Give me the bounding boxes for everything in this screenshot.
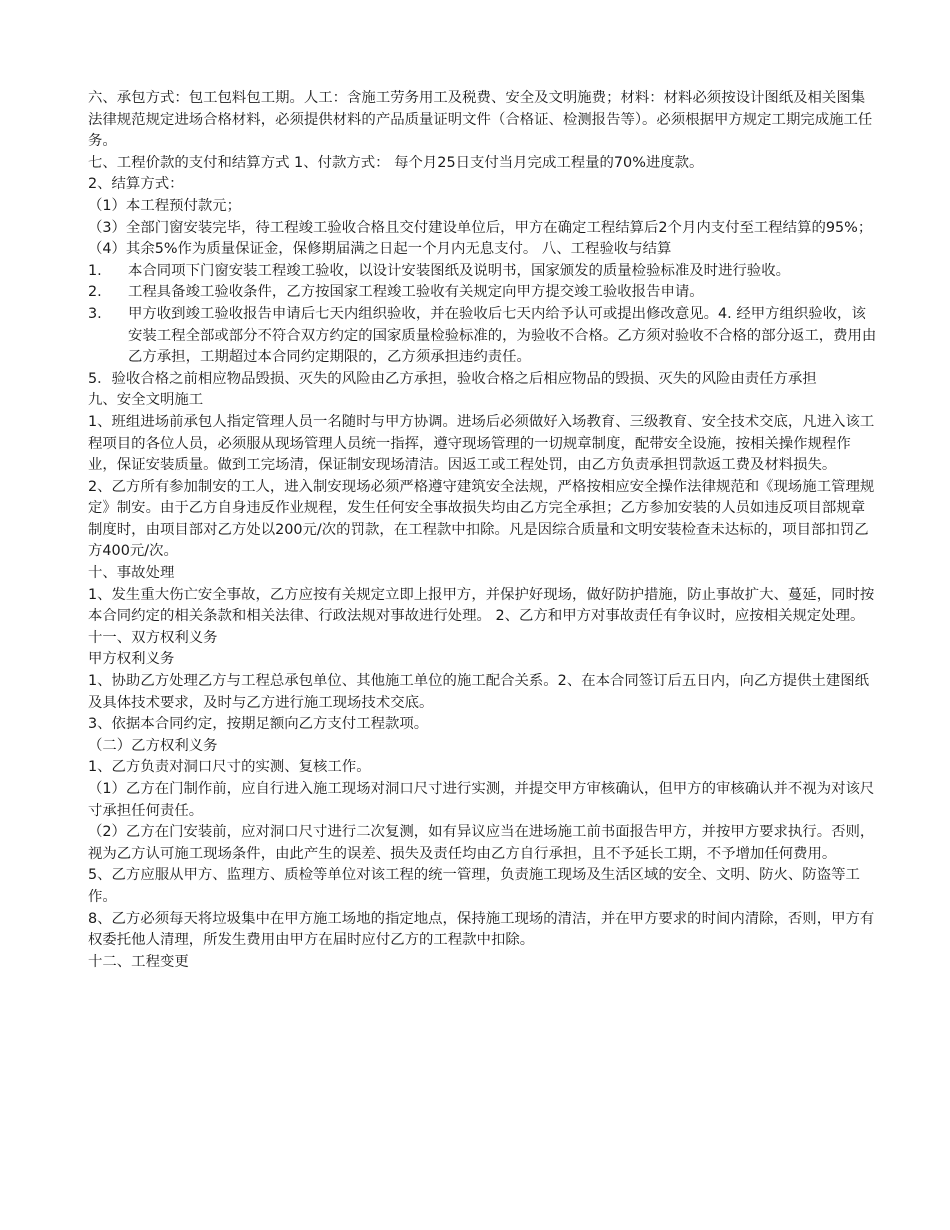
party-a-heading: 甲方权利义务	[88, 651, 175, 668]
clause-6-contract-method: 六、承包方式：包工包料包工期。人工：含施工劳务用工及税费、安全及文明施费；材料：材料必须按设计图纸及相关图集法律规范规定进场合格材料，必须提供材料的产品质量证明文件（合格证、检测报告等）。必须根据甲方规定工期完成施工任务。	[88, 90, 873, 150]
section-11-heading: 十一、双方权利义务	[88, 629, 218, 646]
item-text: 甲方收到竣工验收报告申请后七天内组织验收，并在验收后七天内给予认可或提出修改意见。4. 经甲方组织验收，该安装工程全部或部分不符合双方约定的国家质量检验标准的，为验收不合格。乙方须对验收不合格的部分返工，费用由乙方承担，工期超过本合同约定期限的，乙方须承担违约责任。	[128, 305, 877, 366]
settlement-method-heading: 2、结算方式：	[88, 176, 184, 193]
party-b-heading: （二）乙方权利义务	[88, 737, 218, 754]
acceptance-item-3	[88, 304, 878, 369]
settlement-item-3: （3）全部门窗安装完毕，待工程竣工验收合格且交付建设单位后，甲方在确定工程结算后2个月内支付至工程结算的95%；	[88, 219, 873, 236]
safety-item-2: 2、乙方所有参加制安的工人，进入制安现场必须严格遵守建筑安全法规，严格按相应安全操作法律规范和《现场施工管理规定》制安。由于乙方自身违反作业规程，发生任何安全事故损失均由乙方完全承担；乙方参加安装的人员如违反项目部规章制度时，由项目部对乙方处以200元/次的罚款，在工程款中扣除。凡是因综合质量和文明安装检查未达标的，项目部扣罚乙方400元/次。	[88, 478, 875, 560]
acceptance-item-1	[88, 261, 878, 283]
acceptance-item-5: 5．验收合格之前相应物品毁损、灭失的风险由乙方承担，验收合格之后相应物品的毁损、灭失的风险由责任方承担	[88, 370, 817, 387]
item-number: 1.	[88, 262, 102, 279]
acceptance-item-2	[88, 282, 878, 304]
party-a-item-1: 1、协助乙方处理乙方与工程总承包单位、其他施工单位的施工配合关系。2、在本合同签订后五日内，向乙方提供土建图纸及具体技术要求，及时与乙方进行施工现场技术交底。	[88, 673, 870, 711]
item-number: 2.	[88, 284, 102, 301]
item-number: 3.	[88, 305, 102, 322]
party-b-item-1: 1、乙方负责对洞口尺寸的实测、复核工作。	[88, 759, 371, 776]
safety-item-1: 1、班组进场前承包人指定管理人员一名随时与甲方协调。进场后必须做好入场教育、三级教育、安全技术交底，凡进入该工程项目的各位人员，必须服从现场管理人员统一指挥，遵守现场管理的一切规章制度，配带安全设施，按相关操作规程作业，保证安装质量。做到工完场清，保证制安现场清洁。因返工或工程处罚，由乙方负责承担罚款返工费及材料损失。	[88, 413, 875, 474]
settlement-item-1: （1）本工程预付款元；	[88, 197, 242, 214]
party-a-item-3: 3、依据本合同约定，按期足额向乙方支付工程款项。	[88, 716, 429, 733]
clause-7-payment-heading: 七、工程价款的支付和结算方式 1、付款方式： 每个月25日支付当月完成工程量的70%进度款。	[88, 154, 704, 171]
party-b-item-8: 8、乙方必须每天将垃圾集中在甲方施工场地的指定地点，保持施工现场的清洁，并在甲方要求的时间内清除，否则，甲方有权委托他人清理，所发生费用由甲方在届时应付乙方的工程款中扣除。	[88, 910, 875, 949]
section-9-heading: 九、安全文明施工	[88, 392, 204, 409]
party-b-item-5: 5、乙方应服从甲方、监理方、质检等单位对该工程的统一管理，负责施工现场及生活区域的安全、文明、防火、防盗等工作。	[88, 867, 860, 905]
accident-item-1: 1、发生重大伤亡安全事故，乙方应按有关规定立即上报甲方，并保护好现场，做好防护措施，防止事故扩大、蔓延，同时按本合同约定的相关条款和相关法律、行政法规对事故进行处理。 2、乙方和甲方对事故责任有争议时，应按相关规定处理。	[88, 586, 875, 625]
item-text: 本合同项下门窗安装工程竣工验收，以设计安装图纸及说明书，国家颁发的质量检验标准及时进行验收。	[128, 262, 790, 279]
settlement-item-4: （4）其余5%作为质量保证金，保修期届满之日起一个月内无息支付。 八、工程验收与结算	[88, 241, 672, 258]
party-b-subitem-2: （2）乙方在门安装前，应对洞口尺寸进行二次复测，如有异议应当在进场施工前书面报告甲方，并按甲方要求执行。否则，视为乙方认可施工现场条件，由此产生的误差、损失及责任均由乙方自行承担，且不予延长工期，不予增加任何费用。	[88, 824, 875, 862]
party-b-subitem-1: （1）乙方在门制作前，应自行进入施工现场对洞口尺寸进行实测，并提交甲方审核确认，但甲方的审核确认并不视为对该尺寸承担任何责任。	[88, 781, 875, 819]
section-12-heading: 十二、工程变更	[88, 953, 189, 970]
item-text: 工程具备竣工验收条件，乙方按国家工程竣工验收有关规定向甲方提交竣工验收报告申请。	[128, 284, 704, 301]
document-page	[88, 88, 878, 973]
section-10-heading: 十、事故处理	[88, 565, 175, 582]
